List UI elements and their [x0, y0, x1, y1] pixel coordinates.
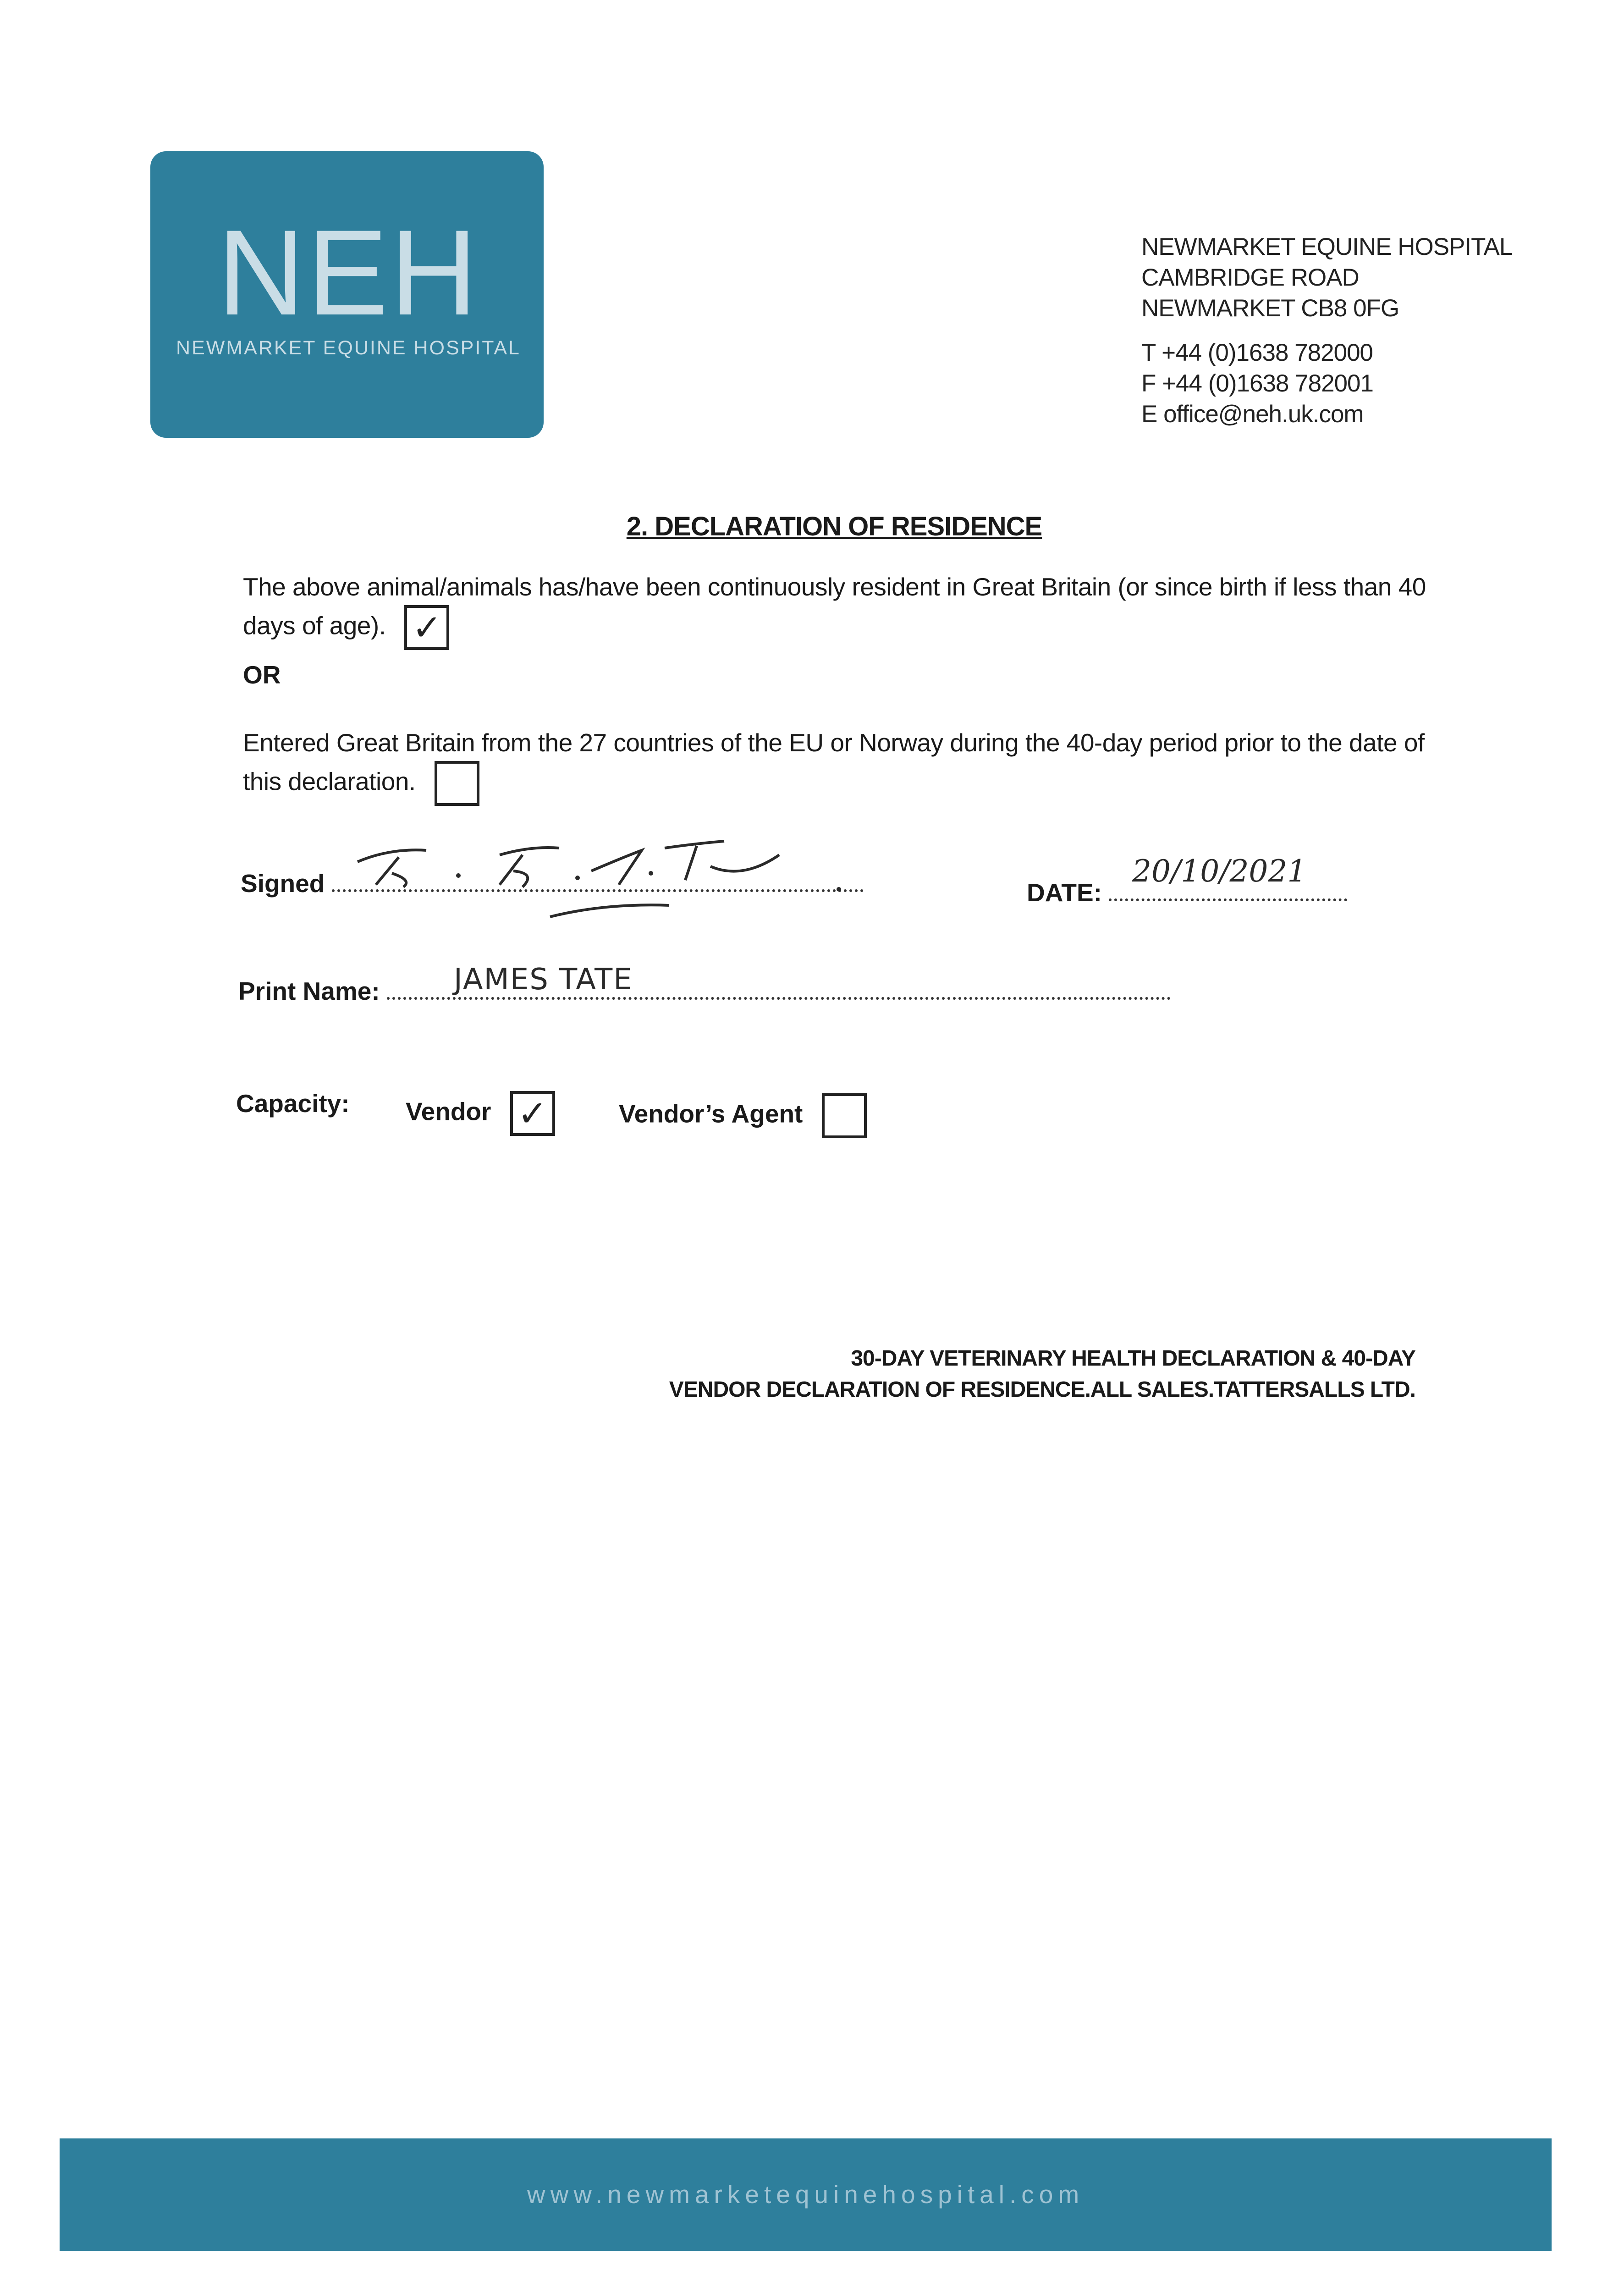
- capacity-label: Capacity:: [236, 1089, 350, 1118]
- section-heading: 2. DECLARATION OF RESIDENCE: [626, 512, 1042, 541]
- date-value: 20/10/2021: [1132, 854, 1307, 889]
- option-1-checkbox[interactable]: [404, 605, 449, 650]
- print-name-field[interactable]: [387, 997, 1171, 1000]
- vendor-label: Vendor: [406, 1097, 491, 1126]
- check-icon: [825, 1096, 864, 1135]
- logo-mark: NEH: [217, 205, 479, 341]
- residence-option-1: [243, 568, 1435, 650]
- check-icon: ✓: [517, 1093, 548, 1135]
- footer-note-line-2: VENDOR DECLARATION OF RESIDENCE.ALL SALES.TATTERSALLS LTD.: [669, 1377, 1415, 1402]
- address-fax: F +44 (0)1638 782001: [1141, 370, 1373, 397]
- logo-subtitle: NEWMARKET EQUINE HOSPITAL: [176, 337, 521, 359]
- date-label: DATE:: [1027, 878, 1102, 907]
- address-line-3: NEWMARKET CB8 0FG: [1141, 295, 1399, 322]
- address-email: E office@neh.uk.com: [1141, 401, 1364, 428]
- check-icon: ✓: [412, 607, 442, 649]
- agent-option: [619, 1093, 867, 1138]
- address-tel: T +44 (0)1638 782000: [1141, 339, 1373, 366]
- or-label: OR: [243, 661, 281, 689]
- print-name-row: [238, 976, 1171, 1006]
- date-field[interactable]: [1109, 898, 1347, 901]
- vendor-option: [406, 1091, 555, 1136]
- option-2-checkbox[interactable]: [435, 761, 479, 806]
- agent-label: Vendor’s Agent: [619, 1099, 803, 1128]
- option-2-text: Entered Great Britain from the 27 countries of the EU or Norway during the 40-day period prior to the date of this declaration.: [243, 728, 1425, 796]
- print-name-label: Print Name:: [238, 977, 380, 1005]
- neh-logo: [150, 151, 544, 438]
- agent-checkbox[interactable]: [822, 1093, 867, 1138]
- footer-note-line-1: 30-DAY VETERINARY HEALTH DECLARATION & 40-DAY: [851, 1346, 1415, 1371]
- option-1-text: The above animal/animals has/have been continuously resident in Great Britain (or since birth if less than 40 days of age).: [243, 573, 1426, 640]
- address-line-1: NEWMARKET EQUINE HOSPITAL: [1141, 233, 1513, 260]
- vendor-checkbox[interactable]: [510, 1091, 555, 1136]
- signature-image: [348, 830, 853, 921]
- website-link[interactable]: www.newmarketequinehospital.com: [527, 2180, 1085, 2209]
- print-name-value: JAMES TATE: [454, 963, 633, 997]
- address-block: [1141, 231, 1554, 430]
- capacity-row: [236, 1089, 350, 1118]
- check-icon: [437, 764, 477, 803]
- signed-label: Signed: [241, 869, 325, 898]
- residence-option-2: [243, 724, 1435, 806]
- footer-band: [60, 2138, 1552, 2251]
- address-line-2: CAMBRIDGE ROAD: [1141, 264, 1359, 291]
- form-footer-note: [669, 1343, 1415, 1405]
